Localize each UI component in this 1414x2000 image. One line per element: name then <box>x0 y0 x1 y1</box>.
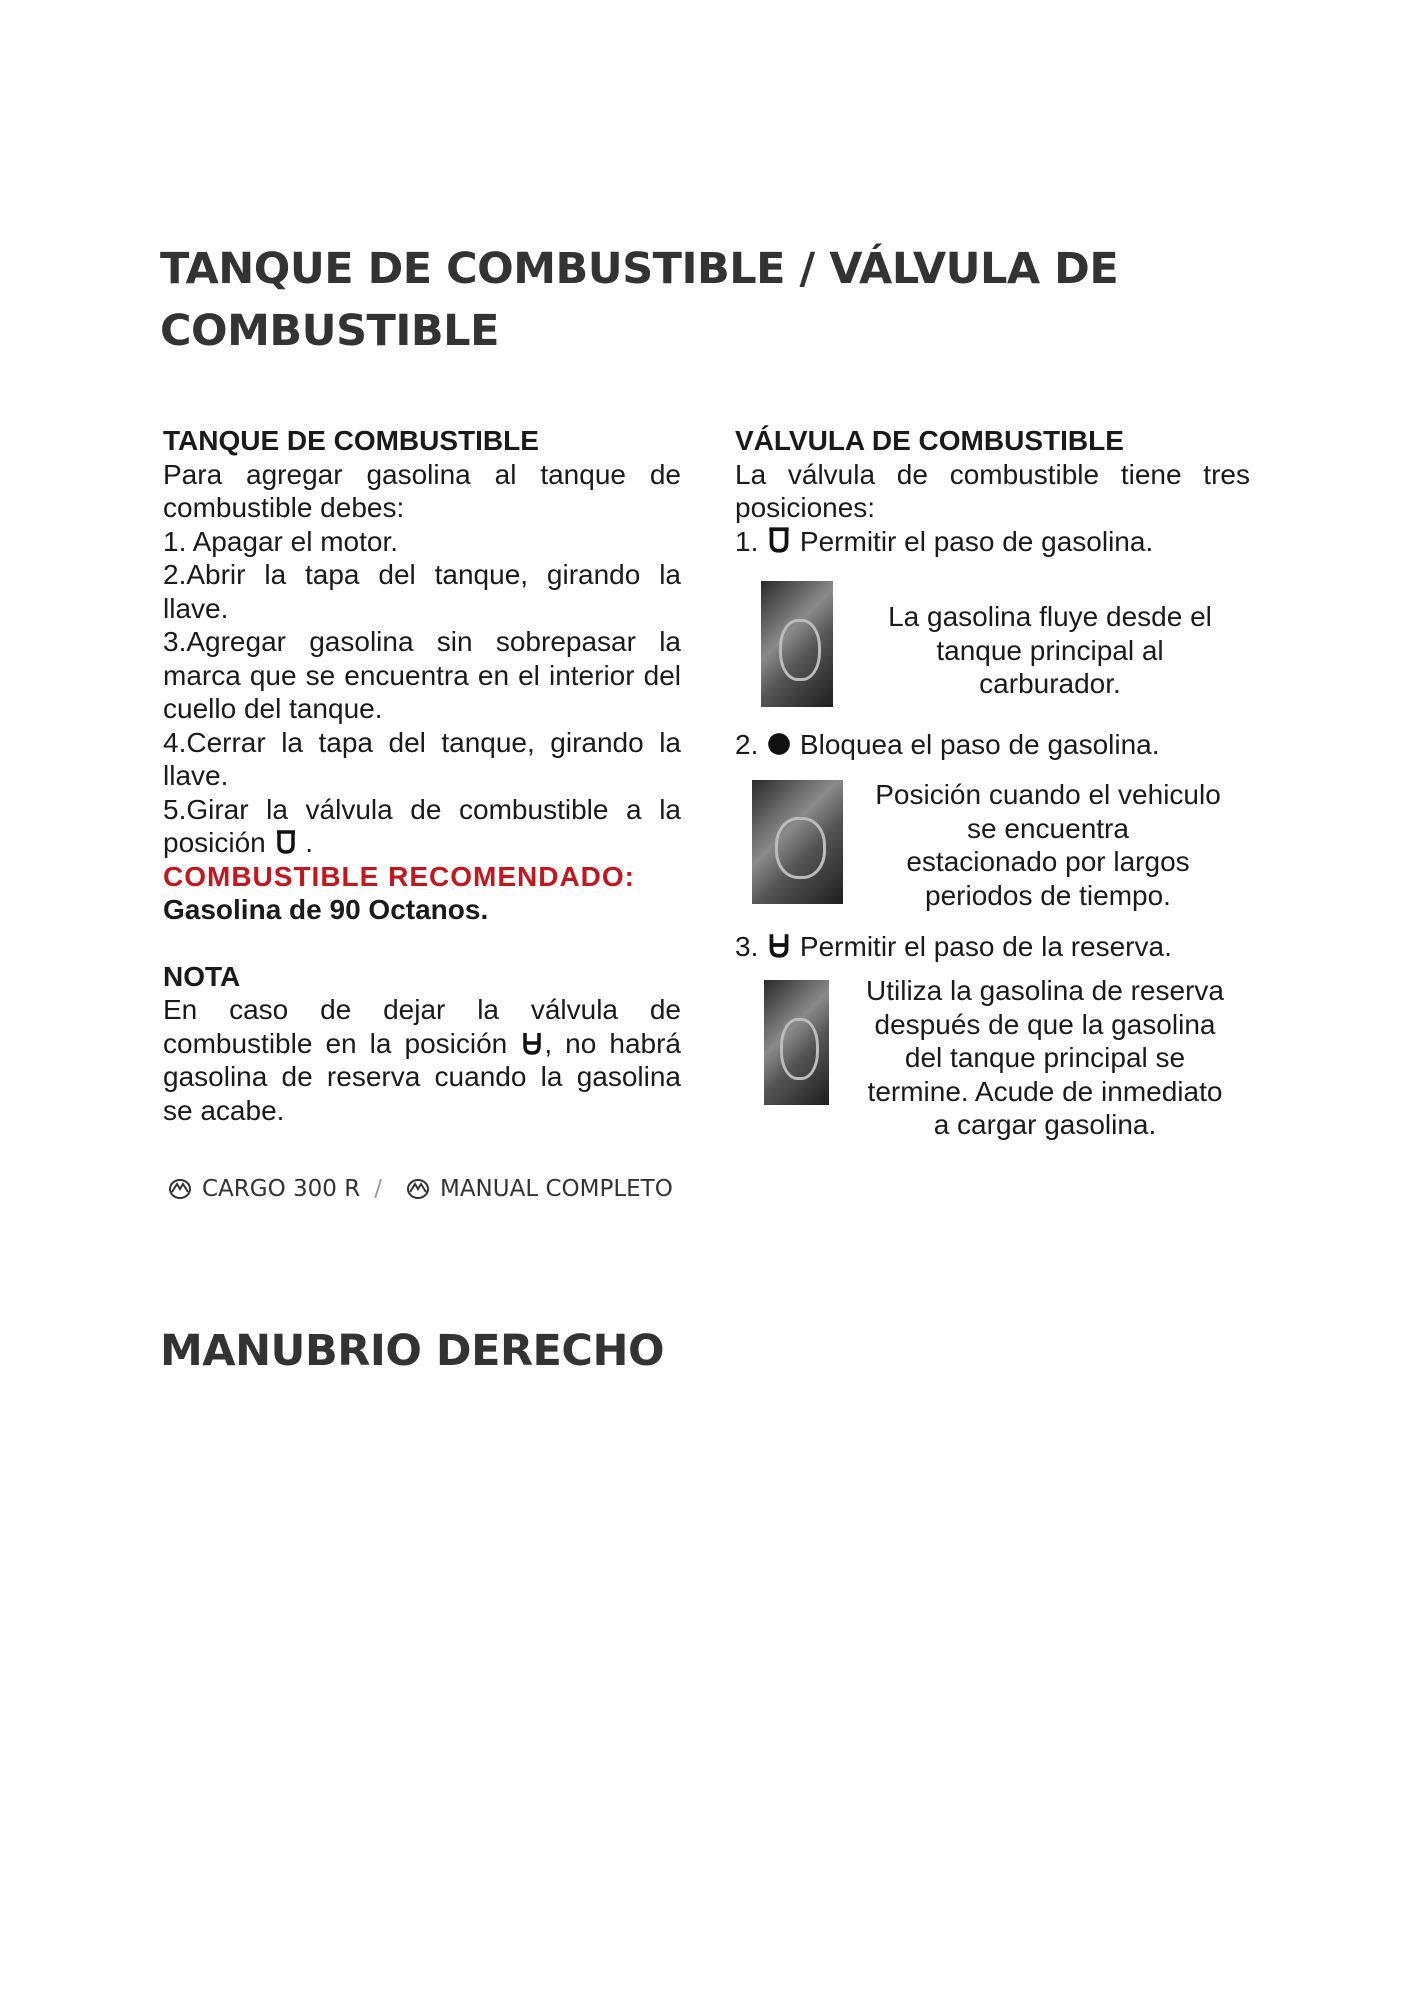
step-3: 3.Agregar gasolina sin sobrepasar la marca que se encuentra en el interior del cuello del tanque. <box>163 626 681 724</box>
note-text <box>163 993 681 1127</box>
section-title-manubrio-derecho: MANUBRIO DERECHO <box>160 1326 665 1376</box>
valve-reserve-icon <box>766 931 792 959</box>
caption-line: La gasolina fluye desde el <box>888 601 1212 632</box>
fuel-tank-intro: Para agregar gasolina al tanque de combustible debes: <box>163 458 681 523</box>
position-1-label: Permitir el paso de gasolina. <box>799 525 1154 557</box>
valve-closed-photo <box>752 780 843 904</box>
breadcrumb <box>168 1176 673 1202</box>
fuel-valve-intro: La válvula de combustible tiene tres posiciones: <box>735 458 1250 523</box>
caption-line: a cargar gasolina. <box>933 1109 1157 1140</box>
brand-logo-icon <box>168 1178 192 1200</box>
position-1 <box>735 525 1250 559</box>
caption-line: después de que la gasolina <box>874 1008 1216 1040</box>
valve-open-icon <box>274 829 298 855</box>
caption-line: termine. Acude de inmediato <box>867 1075 1223 1107</box>
position-3-number: 3. <box>735 931 759 962</box>
caption-line: carburador. <box>979 668 1121 699</box>
recommended-fuel-label: COMBUSTIBLE RECOMENDADO: <box>163 860 635 892</box>
caption-line: periodos de tiempo. <box>925 879 1171 911</box>
step-5-suffix: . <box>305 827 314 858</box>
step-5-text: 5.Girar la válvula de combustible a la posición <box>163 793 681 858</box>
breadcrumb-link-manual-completo[interactable]: MANUAL COMPLETO <box>439 1176 673 1202</box>
recommended-fuel-value: Gasolina de 90 Octanos. <box>163 894 489 925</box>
valve-open-photo <box>761 581 833 707</box>
position-1-number: 1. <box>735 525 759 557</box>
fuel-valve-title: VÁLVULA DE COMBUSTIBLE <box>735 425 1124 456</box>
brand-logo-icon <box>406 1178 430 1200</box>
valve-reserve-icon <box>520 1030 544 1056</box>
caption-line: del tanque principal se <box>904 1042 1186 1073</box>
position-2 <box>735 728 1160 762</box>
valve-reserve-photo <box>764 980 829 1105</box>
position-2-number: 2. <box>735 729 759 760</box>
position-2-caption <box>848 778 1248 912</box>
breadcrumb-separator: / <box>374 1176 382 1202</box>
page-title-line-2: COMBUSTIBLE <box>160 306 499 356</box>
valve-open-icon <box>766 526 792 554</box>
breadcrumb-link-cargo-300r[interactable]: CARGO 300 R <box>202 1176 361 1202</box>
note-text-after: , no habrá gasolina de reserva cuando la gasolina se acabe. <box>163 1027 681 1126</box>
note-title: NOTA <box>163 960 241 992</box>
caption-line: Posición cuando el vehiculo <box>875 779 1221 810</box>
note-text-before: En caso de dejar la válvula de combustible en la posición <box>163 994 681 1059</box>
caption-line: se encuentra <box>967 812 1129 844</box>
page-title <box>160 238 1118 362</box>
step-4: 4.Cerrar la tapa del tanque, girando la llave. <box>163 726 681 791</box>
position-3-caption <box>840 974 1250 1142</box>
step-2: 2.Abrir la tapa del tanque, girando la llave. <box>163 559 681 624</box>
step-5 <box>163 793 681 860</box>
caption-line: estacionado por largos <box>906 846 1190 877</box>
position-3-label: Permitir el paso de la reserva. <box>799 931 1172 962</box>
fuel-tank-title: TANQUE DE COMBUSTIBLE <box>163 425 539 456</box>
caption-line: Utiliza la gasolina de reserva <box>866 975 1224 1006</box>
position-2-label: Bloquea el paso de gasolina. <box>799 729 1160 760</box>
valve-closed-dot-icon <box>766 731 792 757</box>
position-3 <box>735 930 1172 964</box>
caption-line: tanque principal al <box>936 634 1164 666</box>
fuel-tank-section <box>163 424 681 1127</box>
step-1: 1. Apagar el motor. <box>163 525 399 557</box>
position-1-caption <box>850 600 1250 701</box>
page-title-line-1: TANQUE DE COMBUSTIBLE / VÁLVULA DE <box>160 244 1119 294</box>
